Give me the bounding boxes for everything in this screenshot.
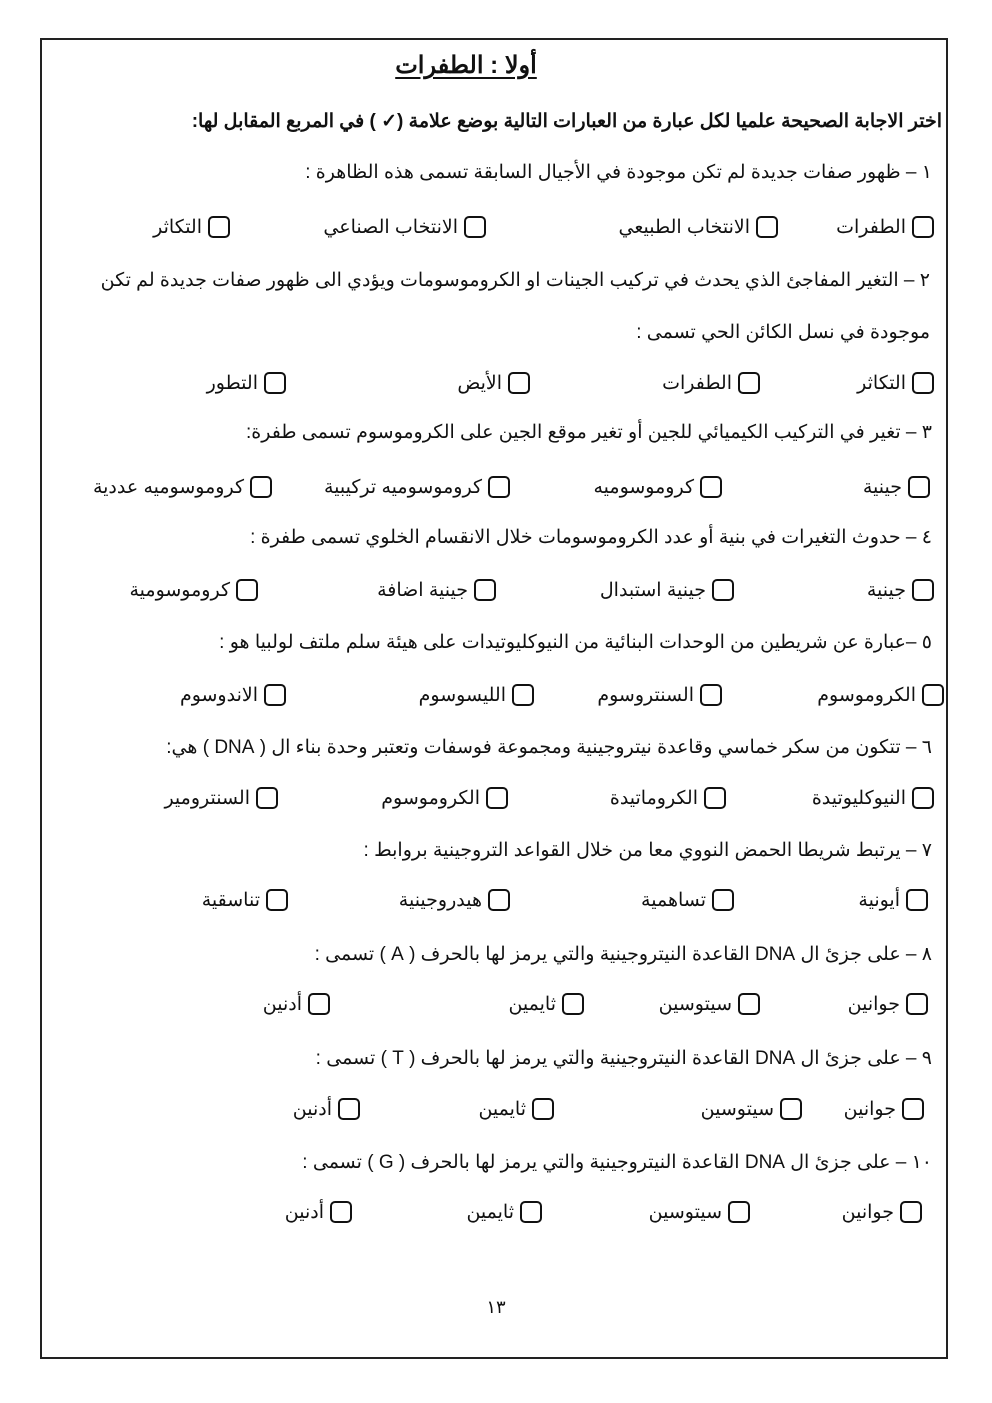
- checkbox[interactable]: [512, 684, 534, 706]
- question-2: ٢ – التغير المفاجئ الذي يحدث في تركيب الجينات او الكروموسومات ويؤدي الى ظهور صفات جديدة لم تكن موجودة في نسل الكائن الحي تسمى :: [100, 270, 930, 343]
- option[interactable]: ثايمين: [508, 987, 584, 1021]
- checkbox[interactable]: [912, 579, 934, 601]
- question-6: ٦ – تتكون من سكر خماسي وقاعدة نيتروجينية ومجموعة فوسفات وتعتبر وحدة بناء ال ( DNA ) هي:: [166, 737, 932, 758]
- checkbox[interactable]: [250, 476, 272, 498]
- options-q5: [40, 678, 948, 712]
- checkbox[interactable]: [338, 1098, 360, 1120]
- options-q3: [40, 470, 948, 504]
- checkbox[interactable]: [464, 216, 486, 238]
- question-4: ٤ – حدوث التغيرات في بنية أو عدد الكروموسومات خلال الانقسام الخلوي تسمى طفرة :: [250, 527, 932, 548]
- options-q4: [40, 573, 948, 607]
- checkbox[interactable]: [532, 1098, 554, 1120]
- checkbox[interactable]: [236, 579, 258, 601]
- options-q10: [40, 1195, 948, 1229]
- option[interactable]: الاندوسوم: [180, 678, 286, 712]
- option[interactable]: تساهمية: [641, 883, 734, 917]
- option[interactable]: أيونية: [858, 883, 928, 917]
- option[interactable]: كروموسوميه عددية: [93, 470, 272, 504]
- option[interactable]: أدنين: [293, 1092, 360, 1126]
- option[interactable]: الانتخاب الطبيعي: [619, 210, 778, 244]
- options-q6: [40, 781, 948, 815]
- option[interactable]: سيتوسين: [701, 1092, 802, 1126]
- options-q7: [40, 883, 948, 917]
- option[interactable]: التكاثر: [857, 366, 934, 400]
- checkbox[interactable]: [712, 579, 734, 601]
- checkbox[interactable]: [756, 216, 778, 238]
- option[interactable]: جينية: [863, 470, 930, 504]
- checkbox[interactable]: [906, 993, 928, 1015]
- question-8: ٨ – على جزئ ال DNA القاعدة النيتروجينية والتي يرمز لها بالحرف ( A ) تسمى :: [314, 944, 932, 965]
- checkbox[interactable]: [912, 372, 934, 394]
- option[interactable]: الطفرات: [836, 210, 934, 244]
- option[interactable]: هيدروجينية: [399, 883, 510, 917]
- checkbox[interactable]: [922, 684, 944, 706]
- option[interactable]: كروموسومية: [129, 573, 258, 607]
- instructions: اختر الاجابة الصحيحة علميا لكل عبارة من العبارات التالية بوضع علامة (✓ ) في المربع المقابل لها:: [191, 111, 942, 132]
- option[interactable]: كروموسوميه تركيبية: [324, 470, 510, 504]
- option[interactable]: الكروموسوم: [817, 678, 944, 712]
- option[interactable]: السنترومير: [164, 781, 278, 815]
- checkbox[interactable]: [728, 1201, 750, 1223]
- option[interactable]: الطفرات: [662, 366, 760, 400]
- option[interactable]: الأيض: [457, 366, 530, 400]
- options-q8: [40, 987, 948, 1021]
- options-q9: [40, 1092, 948, 1126]
- option[interactable]: التكاثر: [153, 210, 230, 244]
- checkbox[interactable]: [562, 993, 584, 1015]
- checkbox[interactable]: [780, 1098, 802, 1120]
- checkbox[interactable]: [520, 1201, 542, 1223]
- question-3: ٣ – تغير في التركيب الكيميائي للجين أو تغير موقع الجين على الكروموسوم تسمى طفرة:: [246, 422, 932, 443]
- checkbox[interactable]: [256, 787, 278, 809]
- option[interactable]: الليسوسوم: [419, 678, 534, 712]
- checkbox[interactable]: [704, 787, 726, 809]
- checkbox[interactable]: [208, 216, 230, 238]
- option[interactable]: كروموسوميه: [593, 470, 722, 504]
- checkbox[interactable]: [712, 889, 734, 911]
- checkbox[interactable]: [912, 787, 934, 809]
- option[interactable]: جوانين: [844, 1092, 924, 1126]
- checkbox[interactable]: [330, 1201, 352, 1223]
- checkbox[interactable]: [474, 579, 496, 601]
- checkbox[interactable]: [906, 889, 928, 911]
- section-title: أولا : الطفرات: [395, 52, 537, 79]
- page-number: ١٣: [486, 1297, 506, 1317]
- question-5: ٥ –عبارة عن شريطين من الوحدات البنائية من النيوكليوتيدات على هيئة سلم ملتف لولبيا هو :: [219, 632, 932, 653]
- option[interactable]: جينية اضافة: [377, 573, 496, 607]
- checkbox[interactable]: [700, 684, 722, 706]
- checkbox[interactable]: [308, 993, 330, 1015]
- option[interactable]: الكروماتيدة: [610, 781, 726, 815]
- option[interactable]: جينية: [867, 573, 934, 607]
- question-9: ٩ – على جزئ ال DNA القاعدة النيتروجينية والتي يرمز لها بالحرف ( T ) تسمى :: [315, 1048, 932, 1069]
- option[interactable]: النيوكليوتيدة: [812, 781, 934, 815]
- checkbox[interactable]: [738, 993, 760, 1015]
- question-10: ١٠ – على جزئ ال DNA القاعدة النيتروجينية والتي يرمز لها بالحرف ( G ) تسمى :: [302, 1152, 932, 1173]
- checkbox[interactable]: [908, 476, 930, 498]
- option[interactable]: جوانين: [842, 1195, 922, 1229]
- checkbox[interactable]: [900, 1201, 922, 1223]
- option[interactable]: الانتخاب الصناعي: [323, 210, 486, 244]
- option[interactable]: الكروموسوم: [381, 781, 508, 815]
- option[interactable]: أدنين: [263, 987, 330, 1021]
- question-7: ٧ – يرتبط شريطا الحمض النووي معا من خلال القواعد التروجينية بروابط :: [363, 840, 932, 861]
- checkbox[interactable]: [488, 889, 510, 911]
- checkbox[interactable]: [264, 684, 286, 706]
- option[interactable]: ثايمين: [478, 1092, 554, 1126]
- option[interactable]: جوانين: [848, 987, 928, 1021]
- checkbox[interactable]: [912, 216, 934, 238]
- option[interactable]: سيتوسين: [659, 987, 760, 1021]
- option[interactable]: أدنين: [285, 1195, 352, 1229]
- checkbox[interactable]: [700, 476, 722, 498]
- options-q2: [40, 366, 948, 400]
- checkbox[interactable]: [738, 372, 760, 394]
- option[interactable]: ثايمين: [466, 1195, 542, 1229]
- option[interactable]: السنتروسوم: [597, 678, 722, 712]
- option[interactable]: جينية استبدال: [600, 573, 734, 607]
- option[interactable]: التطور: [207, 366, 286, 400]
- option[interactable]: تناسقية: [202, 883, 288, 917]
- checkbox[interactable]: [486, 787, 508, 809]
- options-q1: [40, 210, 948, 244]
- checkbox[interactable]: [266, 889, 288, 911]
- question-1: ١ – ظهور صفات جديدة لم تكن موجودة في الأجيال السابقة تسمى هذه الظاهرة :: [305, 162, 932, 183]
- checkbox[interactable]: [508, 372, 530, 394]
- checkbox[interactable]: [264, 372, 286, 394]
- checkbox[interactable]: [902, 1098, 924, 1120]
- option[interactable]: سيتوسين: [649, 1195, 750, 1229]
- checkbox[interactable]: [488, 476, 510, 498]
